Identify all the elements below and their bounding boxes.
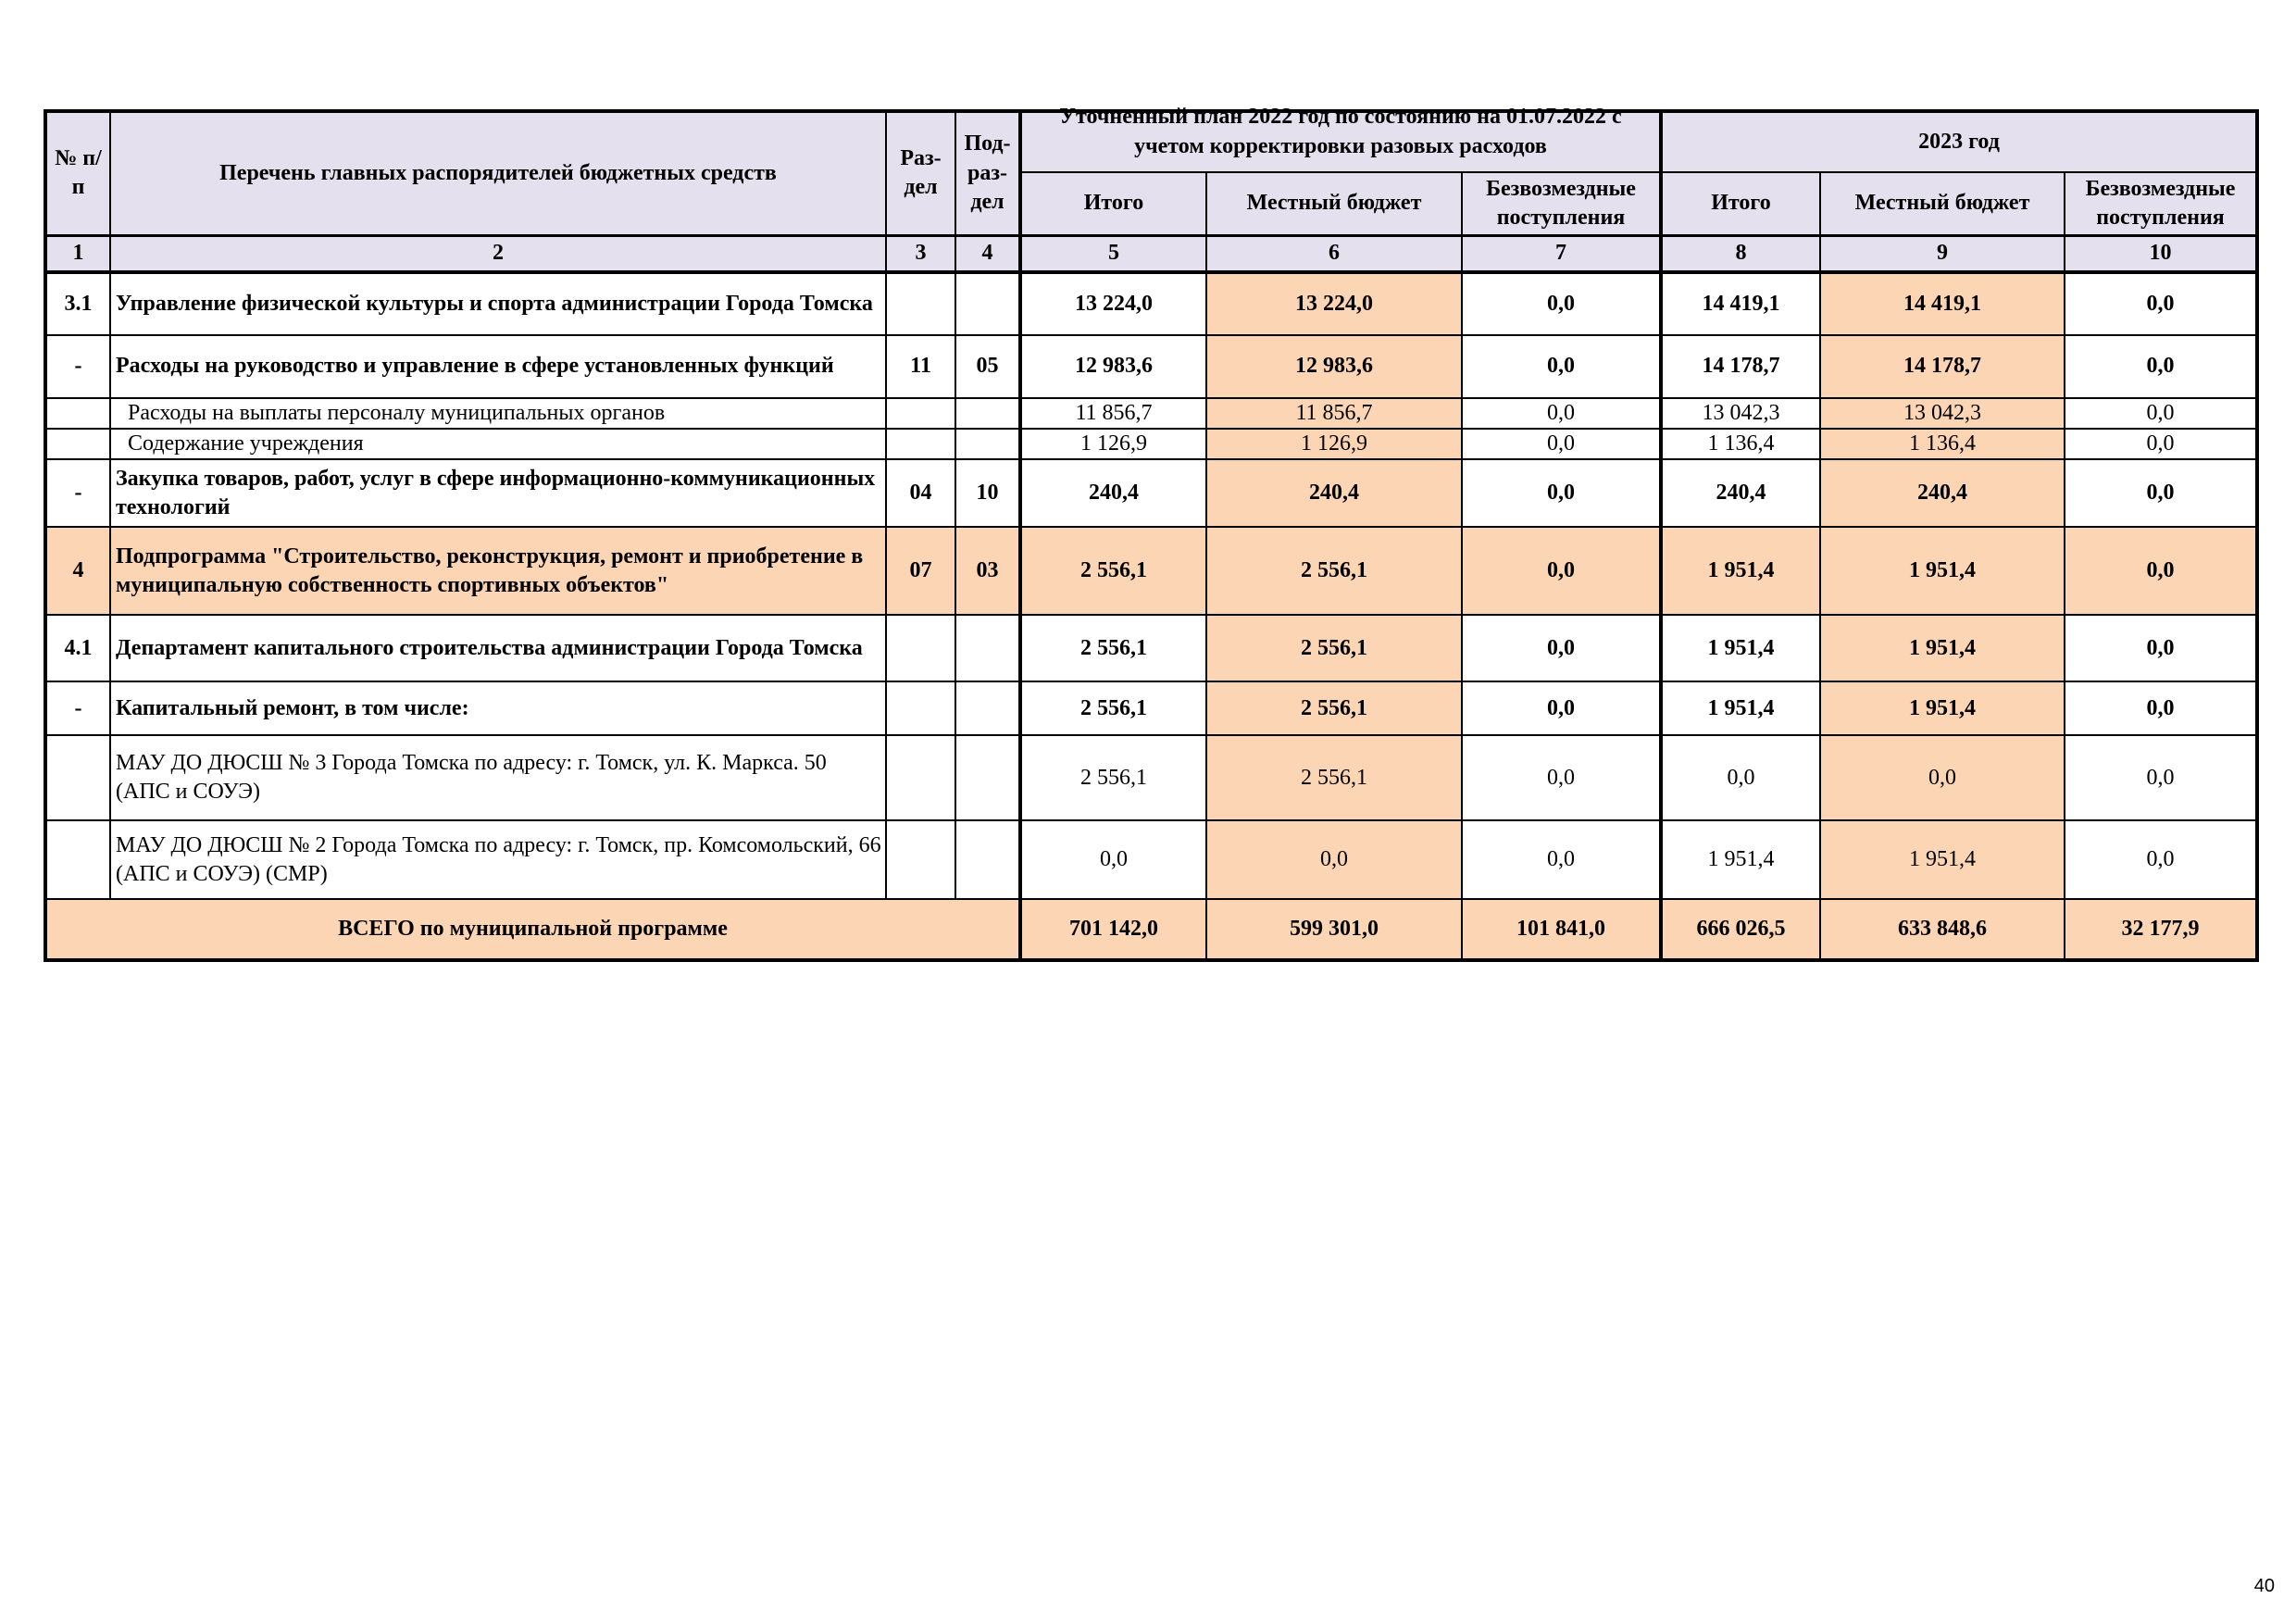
cell-num: 4 <box>45 527 110 615</box>
total-mestny-2022: 599 301,0 <box>1206 899 1462 960</box>
cell-mestny-2022: 11 856,7 <box>1206 398 1462 429</box>
cell-bezvozm-2023: 0,0 <box>2065 335 2257 398</box>
cell-mestny-2023: 240,4 <box>1820 459 2065 527</box>
cell-itogo-2023: 1 951,4 <box>1661 820 1820 899</box>
header-bezvozm-2022: Безвозмездные поступления <box>1462 172 1661 235</box>
cell-podrazdel <box>955 735 1020 820</box>
cell-podrazdel: 05 <box>955 335 1020 398</box>
cell-itogo-2022: 12 983,6 <box>1020 335 1206 398</box>
cell-podrazdel <box>955 272 1020 335</box>
cell-mestny-2022: 240,4 <box>1206 459 1462 527</box>
cell-podrazdel <box>955 398 1020 429</box>
cell-bezvozm-2022: 0,0 <box>1462 272 1661 335</box>
table-row <box>45 459 2257 527</box>
table-row <box>45 820 2257 899</box>
column-numbers-row <box>45 235 2257 272</box>
cell-name: Капитальный ремонт, в том числе: <box>110 681 886 735</box>
cell-mestny-2022: 12 983,6 <box>1206 335 1462 398</box>
cell-mestny-2023: 14 178,7 <box>1820 335 2065 398</box>
cell-mestny-2022: 2 556,1 <box>1206 735 1462 820</box>
table-row <box>45 681 2257 735</box>
cell-podrazdel: 03 <box>955 527 1020 615</box>
cell-bezvozm-2023: 0,0 <box>2065 615 2257 681</box>
cell-mestny-2023: 1 951,4 <box>1820 820 2065 899</box>
cell-name: Расходы на руководство и управление в сфере установленных функций <box>110 335 886 398</box>
header-name: Перечень главных распорядителей бюджетных средств <box>110 111 886 235</box>
header-itogo-2022: Итого <box>1020 172 1206 235</box>
table-row <box>45 429 2257 459</box>
cell-razdel <box>886 681 955 735</box>
cell-name: МАУ ДО ДЮСШ № 2 Города Томска по адресу: г. Томск, пр. Комсомольский, 66 (АПС и СОУЭ) (СМР) <box>110 820 886 899</box>
total-label: ВСЕГО по муниципальной программе <box>45 899 1020 960</box>
header-plan-2022-text: Уточненный план 2022 год по состоянию на 01.07.2022 с учетом корректировки разовых расходов <box>1059 105 1622 158</box>
cell-itogo-2023: 1 951,4 <box>1661 681 1820 735</box>
cell-podrazdel: 10 <box>955 459 1020 527</box>
cell-mestny-2022: 0,0 <box>1206 820 1462 899</box>
cell-itogo-2022: 2 556,1 <box>1020 681 1206 735</box>
header-podrazdel: Под-раз-дел <box>955 111 1020 235</box>
cell-bezvozm-2023: 0,0 <box>2065 272 2257 335</box>
cell-itogo-2022: 240,4 <box>1020 459 1206 527</box>
cell-razdel <box>886 735 955 820</box>
budget-table <box>44 105 2259 962</box>
cell-mestny-2023: 0,0 <box>1820 735 2065 820</box>
cell-bezvozm-2022: 0,0 <box>1462 681 1661 735</box>
cell-itogo-2023: 1 136,4 <box>1661 429 1820 459</box>
table-row <box>45 735 2257 820</box>
cell-podrazdel <box>955 615 1020 681</box>
page-number: 40 <box>2253 1576 2275 1596</box>
cell-mestny-2023: 13 042,3 <box>1820 398 2065 429</box>
cell-bezvozm-2022: 0,0 <box>1462 820 1661 899</box>
cell-num <box>45 398 110 429</box>
cell-itogo-2022: 2 556,1 <box>1020 615 1206 681</box>
cell-razdel <box>886 615 955 681</box>
colnum: 7 <box>1462 235 1661 272</box>
cell-num <box>45 735 110 820</box>
cell-mestny-2022: 2 556,1 <box>1206 527 1462 615</box>
table-row <box>45 398 2257 429</box>
cell-name: Подпрограмма "Строительство, реконструкция, ремонт и приобретение в муниципальную собственность спортивных объектов" <box>110 527 886 615</box>
table-row <box>45 527 2257 615</box>
cell-itogo-2022: 13 224,0 <box>1020 272 1206 335</box>
cell-podrazdel <box>955 429 1020 459</box>
cell-bezvozm-2023: 0,0 <box>2065 459 2257 527</box>
header-num: № п/п <box>45 111 110 235</box>
cell-bezvozm-2022: 0,0 <box>1462 459 1661 527</box>
cell-mestny-2023: 1 951,4 <box>1820 681 2065 735</box>
header-year-2023: 2023 год <box>1661 111 2257 172</box>
cell-itogo-2023: 1 951,4 <box>1661 615 1820 681</box>
cell-itogo-2023: 1 951,4 <box>1661 527 1820 615</box>
cell-num: 4.1 <box>45 615 110 681</box>
cell-name: МАУ ДО ДЮСШ № 3 Города Томска по адресу: г. Томск, ул. К. Маркса. 50 (АПС и СОУЭ) <box>110 735 886 820</box>
cell-bezvozm-2022: 0,0 <box>1462 398 1661 429</box>
cell-name: Расходы на выплаты персоналу муниципальных органов <box>110 398 886 429</box>
cell-itogo-2022: 1 126,9 <box>1020 429 1206 459</box>
colnum: 10 <box>2065 235 2257 272</box>
cell-name: Управление физической культуры и спорта администрации Города Томска <box>110 272 886 335</box>
cell-mestny-2022: 13 224,0 <box>1206 272 1462 335</box>
total-bezvozm-2022: 101 841,0 <box>1462 899 1661 960</box>
cell-itogo-2022: 2 556,1 <box>1020 735 1206 820</box>
cell-mestny-2023: 14 419,1 <box>1820 272 2065 335</box>
cell-bezvozm-2023: 0,0 <box>2065 398 2257 429</box>
header-mestny-2022: Местный бюджет <box>1206 172 1462 235</box>
header-itogo-2023: Итого <box>1661 172 1820 235</box>
header-bezvozm-2023: Безвозмездные поступления <box>2065 172 2257 235</box>
cell-bezvozm-2022: 0,0 <box>1462 615 1661 681</box>
colnum: 9 <box>1820 235 2065 272</box>
cell-bezvozm-2023: 0,0 <box>2065 820 2257 899</box>
table-row <box>45 272 2257 335</box>
cell-mestny-2022: 2 556,1 <box>1206 681 1462 735</box>
cell-num: 3.1 <box>45 272 110 335</box>
cell-mestny-2023: 1 951,4 <box>1820 527 2065 615</box>
cell-num <box>45 820 110 899</box>
table-row <box>45 615 2257 681</box>
cell-name: Департамент капитального строительства администрации Города Томска <box>110 615 886 681</box>
cell-name: Содержание учреждения <box>110 429 886 459</box>
header-row-1 <box>45 111 2257 172</box>
total-bezvozm-2023: 32 177,9 <box>2065 899 2257 960</box>
cell-num: - <box>45 681 110 735</box>
cell-podrazdel <box>955 820 1020 899</box>
colnum: 4 <box>955 235 1020 272</box>
cell-bezvozm-2022: 0,0 <box>1462 335 1661 398</box>
colnum: 8 <box>1661 235 1820 272</box>
cell-bezvozm-2023: 0,0 <box>2065 681 2257 735</box>
cell-num: - <box>45 459 110 527</box>
cell-razdel <box>886 272 955 335</box>
colnum: 1 <box>45 235 110 272</box>
colnum: 5 <box>1020 235 1206 272</box>
colnum: 6 <box>1206 235 1462 272</box>
total-itogo-2022: 701 142,0 <box>1020 899 1206 960</box>
cell-bezvozm-2022: 0,0 <box>1462 735 1661 820</box>
cell-podrazdel <box>955 681 1020 735</box>
cell-name: Закупка товаров, работ, услуг в сфере информационно-коммуникационных технологий <box>110 459 886 527</box>
cell-mestny-2022: 2 556,1 <box>1206 615 1462 681</box>
total-row <box>45 899 2257 960</box>
total-itogo-2023: 666 026,5 <box>1661 899 1820 960</box>
cell-num: - <box>45 335 110 398</box>
cell-mestny-2023: 1 951,4 <box>1820 615 2065 681</box>
cell-bezvozm-2022: 0,0 <box>1462 429 1661 459</box>
cell-bezvozm-2022: 0,0 <box>1462 527 1661 615</box>
cell-bezvozm-2023: 0,0 <box>2065 429 2257 459</box>
total-mestny-2023: 633 848,6 <box>1820 899 2065 960</box>
cell-razdel <box>886 429 955 459</box>
table-row <box>45 335 2257 398</box>
cell-razdel: 11 <box>886 335 955 398</box>
header-plan-2022 <box>1020 105 1661 172</box>
header-razdel: Раз-дел <box>886 111 955 235</box>
cell-itogo-2023: 240,4 <box>1661 459 1820 527</box>
cell-itogo-2023: 13 042,3 <box>1661 398 1820 429</box>
cell-itogo-2022: 0,0 <box>1020 820 1206 899</box>
cell-bezvozm-2023: 0,0 <box>2065 735 2257 820</box>
cell-itogo-2023: 14 178,7 <box>1661 335 1820 398</box>
colnum: 3 <box>886 235 955 272</box>
cell-mestny-2022: 1 126,9 <box>1206 429 1462 459</box>
cell-itogo-2023: 14 419,1 <box>1661 272 1820 335</box>
cell-itogo-2022: 11 856,7 <box>1020 398 1206 429</box>
cell-bezvozm-2023: 0,0 <box>2065 527 2257 615</box>
cell-razdel: 07 <box>886 527 955 615</box>
cell-razdel <box>886 398 955 429</box>
cell-num <box>45 429 110 459</box>
cell-itogo-2022: 2 556,1 <box>1020 527 1206 615</box>
cell-razdel <box>886 820 955 899</box>
colnum: 2 <box>110 235 886 272</box>
cell-itogo-2023: 0,0 <box>1661 735 1820 820</box>
cell-razdel: 04 <box>886 459 955 527</box>
cell-mestny-2023: 1 136,4 <box>1820 429 2065 459</box>
header-mestny-2023: Местный бюджет <box>1820 172 2065 235</box>
